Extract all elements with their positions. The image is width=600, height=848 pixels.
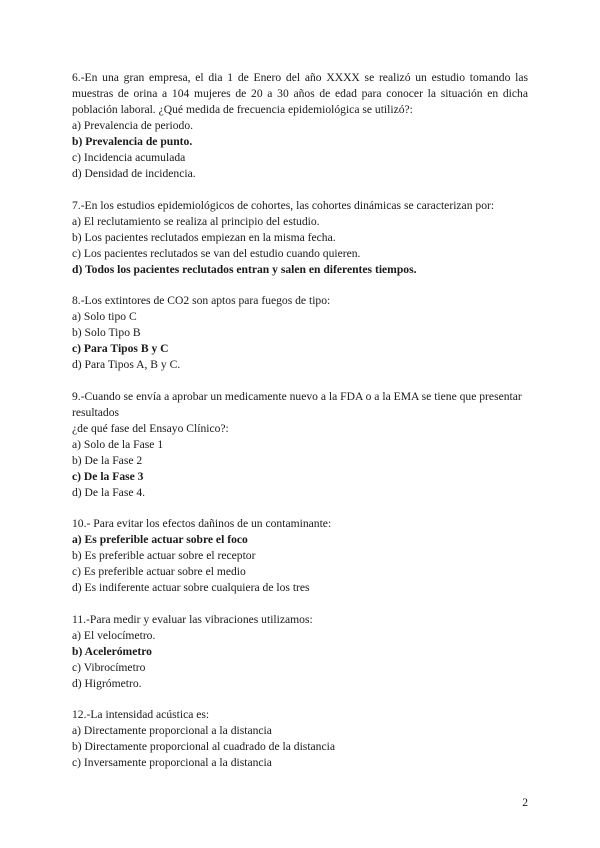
option-b: b) Es preferible actuar sobre el receptor [72,549,256,562]
option-a: a) Directamente proporcional a la distancia [72,724,272,737]
page-number: 2 [522,796,528,809]
question-stem: 8.-Los extintores de CO2 son aptos para fuegos de tipo: [72,294,331,307]
option-b-correct: b) Acelerómetro [72,644,152,658]
question-stem: 11.-Para medir y evaluar las vibraciones utilizamos: [72,612,313,626]
option-c: c) Los pacientes reclutados se van del estudio cuando quieren. [72,246,361,260]
option-a: a) El velocímetro. [72,628,156,642]
option-c: c) Es preferible actuar sobre el medio [72,565,246,578]
question-6 [72,70,528,182]
question-stem: 7.-En los estudios epidemiológicos de cohortes, las cohortes dinámicas se caracterizan por: [72,198,495,212]
option-c: c) Inversamente proporcional a la distancia [72,756,272,769]
option-b-correct: b) Prevalencia de punto. [72,135,193,148]
option-a: a) Solo tipo C [72,310,137,323]
option-a: a) Solo de la Fase 1 [72,437,164,451]
option-b: b) De la Fase 2 [72,453,143,467]
question-stem: 10.- Para evitar los efectos dañinos de un contaminante: [72,517,332,530]
option-b: b) Solo Tipo B [72,326,141,339]
option-b: b) Los pacientes reclutados empiezan en la misma fecha. [72,230,336,244]
question-stem: 6.-En una gran empresa, el dia 1 de Enero del año XXXX se realizó un estudio tomando las muestras de orina a 104 mujeres de 20 a 30 años de edad para conocer la situación en dicha población laboral. ¿Qué medida de frecuencia epidemiológica se utilizó?: [72,71,528,116]
question-8 [72,293,528,373]
option-c: c) Vibrocímetro [72,660,146,674]
question-10 [72,516,528,596]
option-d: d) Higrómetro. [72,676,142,690]
option-a: a) El reclutamiento se realiza al principio del estudio. [72,214,320,228]
question-stem-continued: ¿de qué fase del Ensayo Clínico?: [72,421,229,435]
option-d-correct: d) Todos los pacientes reclutados entran y salen en diferentes tiempos. [72,262,417,276]
question-9 [72,389,528,501]
question-12 [72,707,528,771]
option-c: c) Incidencia acumulada [72,151,186,164]
option-c-correct: c) De la Fase 3 [72,469,144,483]
option-d: d) De la Fase 4. [72,485,146,499]
option-d: d) Es indiferente actuar sobre cualquiera de los tres [72,581,310,594]
question-7 [72,198,528,278]
option-d: d) Densidad de incidencia. [72,167,196,180]
document-page [72,70,528,787]
question-11 [72,612,528,692]
option-b: b) Directamente proporcional al cuadrado de la distancia [72,740,335,753]
question-stem: 9.-Cuando se envía a aprobar un medicamente nuevo a la FDA o a la EMA se tiene que presentar resultados [72,389,522,419]
option-c-correct: c) Para Tipos B y C [72,342,169,355]
option-d: d) Para Tipos A, B y C. [72,358,181,371]
option-a-correct: a) Es preferible actuar sobre el foco [72,533,248,546]
option-a: a) Prevalencia de periodo. [72,119,194,132]
question-stem: 12.-La intensidad acústica es: [72,708,210,721]
